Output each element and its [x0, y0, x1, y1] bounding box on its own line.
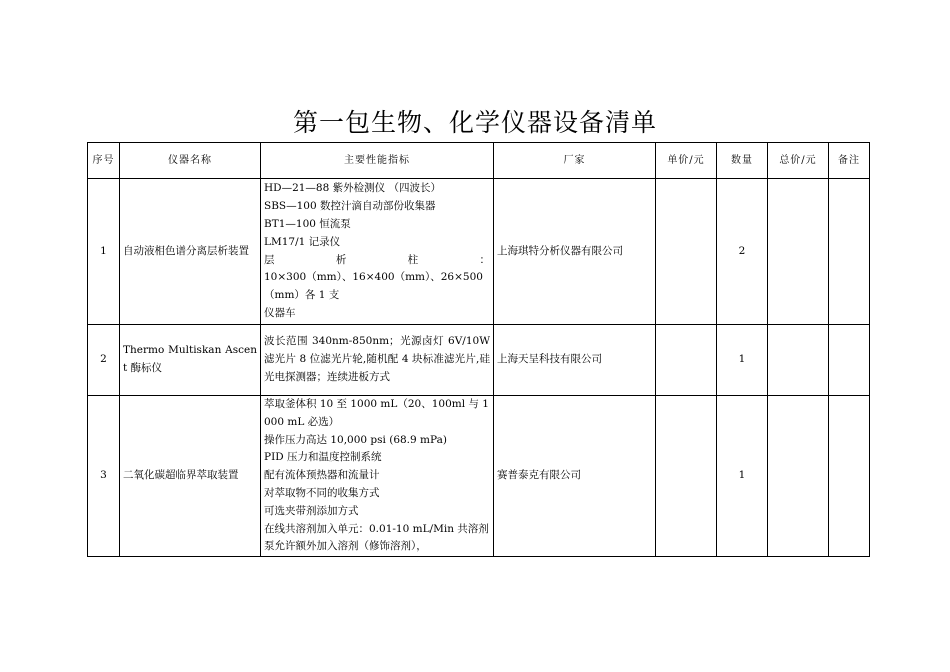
header-manufacturer: 厂家 — [494, 143, 656, 179]
spec-line: 可选夹带剂添加方式 — [264, 504, 359, 517]
table-header-row — [88, 143, 870, 179]
table-row — [88, 396, 870, 557]
cell-unit-price — [656, 179, 717, 325]
spec-line: 10×300（mm）、16×400（mm）、26×500（mm）各 1 支 — [264, 271, 483, 302]
equipment-table — [87, 142, 870, 557]
cell-quantity: 1 — [717, 325, 768, 396]
cell-total-price — [768, 179, 829, 325]
spec-line: LM17/1 记录仪 — [264, 235, 341, 248]
header-name: 仪器名称 — [120, 143, 261, 179]
header-quantity: 数量 — [717, 143, 768, 179]
cell-name: 二氧化碳超临界萃取装置 — [120, 396, 261, 557]
cell-spec — [261, 179, 494, 325]
spec-line: SBS—100 数控汁滴自动部份收集器 — [264, 200, 436, 213]
spec-line: 配有流体预热器和流量计 — [264, 469, 380, 482]
cell-manufacturer: 赛普泰克有限公司 — [494, 396, 656, 557]
spec-line: HD—21—88 紫外检测仪 （四波长） — [264, 182, 441, 195]
cell-spec — [261, 396, 494, 557]
table-row — [88, 325, 870, 396]
cell-name: 自动液相色谱分离层析装置 — [120, 179, 261, 325]
document-title: 第一包生物、化学仪器设备清单 — [292, 108, 657, 137]
spec-line: 仪器车 — [264, 306, 296, 319]
cell-total-price — [768, 325, 829, 396]
spec-line: 层 析 柱 ： — [264, 253, 490, 266]
header-remarks: 备注 — [829, 143, 870, 179]
header-total-price: 总价/元 — [768, 143, 829, 179]
cell-quantity: 2 — [717, 179, 768, 325]
cell-unit-price — [656, 396, 717, 557]
cell-total-price — [768, 396, 829, 557]
spec-line: 操作压力高达 10,000 psi (68.9 mPa) — [264, 433, 447, 446]
cell-quantity: 1 — [717, 396, 768, 557]
cell-remarks — [829, 396, 870, 557]
header-seq: 序号 — [88, 143, 120, 179]
spec-line: 萃取釜体积 10 至 1000 mL（20、100ml 与 1000 mL 必选） — [264, 398, 489, 428]
cell-remarks — [829, 179, 870, 325]
header-spec: 主要性能指标 — [261, 143, 494, 179]
cell-seq: 3 — [88, 396, 120, 557]
cell-remarks — [829, 325, 870, 396]
table-row — [88, 179, 870, 325]
cell-spec: 波长范围 340nm-850nm；光源卤灯 6V/10W 滤光片 8 位滤光片轮,随机配 4 块标准滤光片,硅光电探测器；连续进板方式 — [261, 325, 494, 396]
cell-name: Thermo Multiskan Ascent 酶标仪 — [120, 325, 261, 396]
cell-manufacturer: 上海天呈科技有限公司 — [494, 325, 656, 396]
spec-line: 对萃取物不同的收集方式 — [264, 486, 380, 499]
cell-unit-price — [656, 325, 717, 396]
spec-line: PID 压力和温度控制系统 — [264, 451, 382, 464]
spec-line: 在线共溶剂加入单元：0.01-10 mL/Min 共溶剂泵允许额外加入溶剂（修饰溶剂）， — [264, 522, 489, 553]
cell-manufacturer: 上海琪特分析仪器有限公司 — [494, 179, 656, 325]
spec-line: BT1—100 恒流泵 — [264, 217, 351, 230]
header-unit-price: 单价/元 — [656, 143, 717, 179]
cell-seq: 2 — [88, 325, 120, 396]
cell-seq: 1 — [88, 179, 120, 325]
